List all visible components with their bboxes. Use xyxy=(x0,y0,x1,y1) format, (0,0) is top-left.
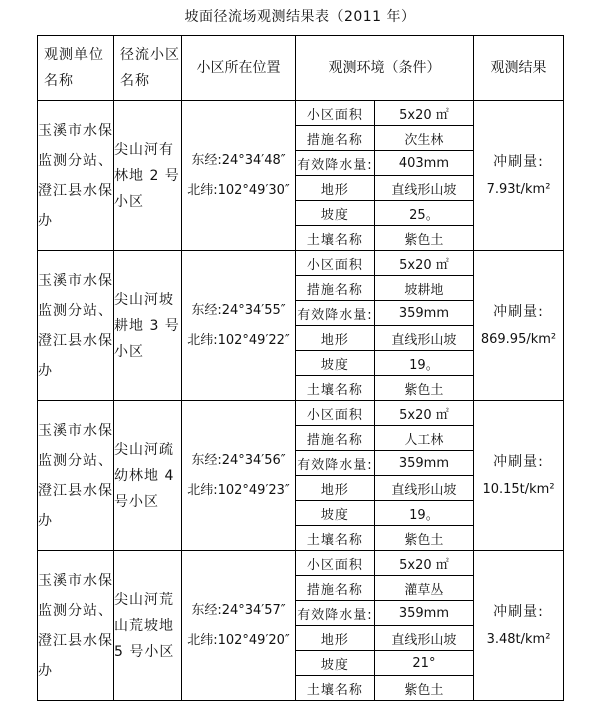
env-key: 有效降水量: xyxy=(296,451,374,476)
env-row xyxy=(296,501,473,526)
env-row xyxy=(296,176,473,201)
location-cell xyxy=(182,101,296,251)
env-key: 坡度 xyxy=(296,501,374,526)
result-label: 冲刷量: xyxy=(493,303,544,320)
env-row xyxy=(296,226,473,251)
unit-cell: 玉溪市水保监测分站、澄江县水保办 xyxy=(38,251,114,401)
env-value: 5x20 ㎡ xyxy=(374,251,473,276)
location-cell xyxy=(182,401,296,551)
env-row xyxy=(296,376,473,401)
env-row xyxy=(296,126,473,151)
header-row xyxy=(38,36,564,101)
env-key: 地形 xyxy=(296,476,374,501)
env-subtable xyxy=(296,101,473,250)
plot-cell: 尖山河荒山荒坡地 5 号小区 xyxy=(114,551,182,701)
env-key: 坡度 xyxy=(296,651,374,676)
unit-cell: 玉溪市水保监测分站、澄江县水保办 xyxy=(38,401,114,551)
env-value: 紫色土 xyxy=(404,232,444,248)
env-key: 土壤名称 xyxy=(296,526,374,551)
north-coordinate: 北纬:102°49′20″ xyxy=(187,632,290,648)
env-key: 措施名称 xyxy=(296,126,374,151)
env-value: 紫色土 xyxy=(404,682,444,698)
env-key: 小区面积 xyxy=(296,101,374,126)
env-value: 直线形山坡 xyxy=(374,476,473,501)
env-value: 19。 xyxy=(374,351,473,376)
env-cell xyxy=(296,251,474,401)
north-coordinate: 北纬:102°49′23″ xyxy=(187,482,290,498)
env-row xyxy=(296,301,473,326)
unit-cell: 玉溪市水保监测分站、澄江县水保办 xyxy=(38,101,114,251)
env-value: 359mm xyxy=(374,301,473,326)
env-row xyxy=(296,201,473,226)
env-value: 直线形山坡 xyxy=(374,326,473,351)
env-key: 小区面积 xyxy=(296,251,374,276)
env-row xyxy=(296,276,473,301)
env-row xyxy=(296,426,473,451)
env-row xyxy=(296,476,473,501)
env-value: 5x20 ㎡ xyxy=(374,551,473,576)
plot-cell: 尖山河疏幼林地 4 号小区 xyxy=(114,401,182,551)
env-key: 地形 xyxy=(296,326,374,351)
env-key: 坡度 xyxy=(296,201,374,226)
table-row xyxy=(38,251,564,401)
env-subtable xyxy=(296,551,473,700)
header-unit: 观测单位名称 xyxy=(38,36,114,101)
env-value: 25。 xyxy=(374,201,473,226)
env-subtable xyxy=(296,401,473,550)
env-row xyxy=(296,626,473,651)
env-key: 有效降水量: xyxy=(296,601,374,626)
env-key: 有效降水量: xyxy=(296,301,374,326)
env-cell xyxy=(296,401,474,551)
result-value: 3.48t/km² xyxy=(486,631,551,647)
env-key: 措施名称 xyxy=(296,276,374,301)
east-coordinate: 东经:24°34′55″ xyxy=(191,302,286,318)
env-subtable xyxy=(296,251,473,400)
env-key: 地形 xyxy=(296,626,374,651)
env-cell xyxy=(296,551,474,701)
result-value: 869.95/km² xyxy=(480,331,557,347)
east-coordinate: 东经:24°34′56″ xyxy=(191,452,286,468)
env-value: 灌草丛 xyxy=(374,576,473,601)
env-value: 坡耕地 xyxy=(374,276,473,301)
table-row xyxy=(38,551,564,701)
result-label: 冲刷量: xyxy=(493,603,544,620)
env-value: 19。 xyxy=(374,501,473,526)
header-plot: 径流小区名称 xyxy=(114,36,182,101)
env-row xyxy=(296,326,473,351)
env-key: 措施名称 xyxy=(296,576,374,601)
north-coordinate: 北纬:102°49′30″ xyxy=(187,182,290,198)
table-row xyxy=(38,101,564,251)
result-cell xyxy=(474,101,564,251)
location-cell xyxy=(182,551,296,701)
plot-cell: 尖山河坡耕地 3 号小区 xyxy=(114,251,182,401)
page-title: 坡面径流场观测结果表（2011 年） xyxy=(184,9,416,25)
env-key: 土壤名称 xyxy=(296,226,374,251)
env-value: 直线形山坡 xyxy=(374,176,473,201)
east-coordinate: 东经:24°34′57″ xyxy=(191,602,286,618)
env-value: 次生林 xyxy=(374,126,473,151)
env-row xyxy=(296,451,473,476)
env-row xyxy=(296,676,473,701)
east-coordinate: 东经:24°34′48″ xyxy=(191,152,286,168)
env-key: 有效降水量: xyxy=(296,151,374,176)
env-row xyxy=(296,251,473,276)
env-row xyxy=(296,526,473,551)
header-result: 观测结果 xyxy=(474,36,564,101)
env-row xyxy=(296,401,473,426)
env-key: 坡度 xyxy=(296,351,374,376)
env-row xyxy=(296,351,473,376)
env-value: 5x20 ㎡ xyxy=(374,401,473,426)
env-row xyxy=(296,576,473,601)
env-row xyxy=(296,151,473,176)
result-cell xyxy=(474,251,564,401)
north-coordinate: 北纬:102°49′22″ xyxy=(187,332,290,348)
result-cell xyxy=(474,401,564,551)
result-cell xyxy=(474,551,564,701)
env-value: 403mm xyxy=(374,151,473,176)
result-label: 冲刷量: xyxy=(493,153,544,170)
header-env: 观测环境（条件） xyxy=(296,36,474,101)
plot-cell: 尖山河有林地 2 号小区 xyxy=(114,101,182,251)
result-value: 10.15t/km² xyxy=(482,481,555,497)
env-value: 人工林 xyxy=(374,426,473,451)
env-value: 359mm xyxy=(374,601,473,626)
env-key: 土壤名称 xyxy=(296,676,374,701)
table-row xyxy=(38,401,564,551)
observation-table xyxy=(37,35,564,701)
env-key: 小区面积 xyxy=(296,401,374,426)
env-key: 土壤名称 xyxy=(296,376,374,401)
env-value: 紫色土 xyxy=(404,532,444,548)
env-key: 小区面积 xyxy=(296,551,374,576)
env-row xyxy=(296,601,473,626)
env-value: 紫色土 xyxy=(404,382,444,398)
env-row xyxy=(296,101,473,126)
location-cell xyxy=(182,251,296,401)
result-label: 冲刷量: xyxy=(493,453,544,470)
header-location: 小区所在位置 xyxy=(182,36,296,101)
env-value: 5x20 ㎡ xyxy=(374,101,473,126)
env-value: 直线形山坡 xyxy=(374,626,473,651)
env-cell xyxy=(296,101,474,251)
result-value: 7.93t/km² xyxy=(486,181,551,197)
env-value: 21° xyxy=(374,651,473,676)
env-key: 地形 xyxy=(296,176,374,201)
env-row xyxy=(296,651,473,676)
unit-cell: 玉溪市水保监测分站、澄江县水保办 xyxy=(38,551,114,701)
env-key: 措施名称 xyxy=(296,426,374,451)
env-row xyxy=(296,551,473,576)
env-value: 359mm xyxy=(374,451,473,476)
